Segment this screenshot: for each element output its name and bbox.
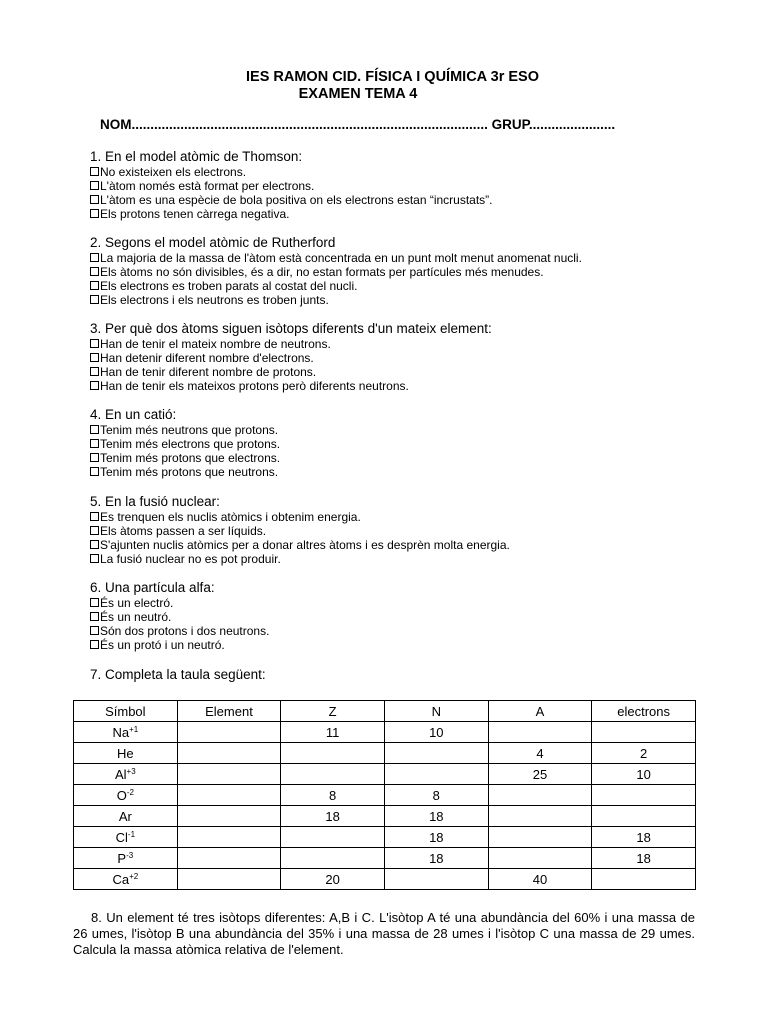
- option-label: Els electrons i els neutrons es troben junts.: [100, 293, 329, 307]
- cell-element[interactable]: [177, 722, 281, 743]
- cell-z[interactable]: [281, 848, 385, 869]
- atom-table: [73, 700, 696, 890]
- checkbox-icon[interactable]: [90, 167, 99, 176]
- charge-superscript: -1: [127, 829, 136, 839]
- question-8: 8. Un element té tres isòtops diferentes: A,B i C. L'isòtop A té una abundància del 60% i una massa de 26 umes, l'isòtop B una abundància del 35% i una massa de 28 umes i l'isòtop C una massa de 29 umes. Calcula la massa atòmica relativa de l'element.: [73, 910, 695, 957]
- checkbox-icon[interactable]: [90, 367, 99, 376]
- option-label: Es trenquen els nuclis atòmics i obtenim energia.: [100, 510, 361, 524]
- option-label: És un electró.: [100, 596, 174, 610]
- option[interactable]: [90, 251, 730, 265]
- checkbox-icon[interactable]: [90, 209, 99, 218]
- checkbox-icon[interactable]: [90, 526, 99, 535]
- cell-symbol: [74, 764, 178, 785]
- option[interactable]: [90, 596, 730, 610]
- cell-symbol: [74, 785, 178, 806]
- option[interactable]: [90, 610, 730, 624]
- cell-n[interactable]: 18: [384, 848, 488, 869]
- option[interactable]: [90, 179, 730, 193]
- symbol-text: Ar: [118, 808, 132, 824]
- column-header: Element: [177, 701, 281, 722]
- option[interactable]: [90, 538, 730, 552]
- symbol-text: He: [117, 745, 134, 761]
- cell-a[interactable]: 25: [488, 764, 592, 785]
- cell-electrons[interactable]: [592, 785, 696, 806]
- option-label: Els electrons es troben parats al costat del nucli.: [100, 279, 358, 293]
- option-label: La fusió nuclear no es pot produir.: [100, 552, 281, 566]
- column-header: Z: [281, 701, 385, 722]
- cell-element[interactable]: [177, 743, 281, 764]
- question-1: [90, 149, 730, 221]
- checkbox-icon[interactable]: [90, 626, 99, 635]
- option-label: S'ajunten nuclis atòmics per a donar altres àtoms i es desprèn molta energia.: [100, 538, 510, 552]
- checkbox-icon[interactable]: [90, 540, 99, 549]
- option-label: Tenim més electrons que protons.: [100, 437, 281, 451]
- exam-subtitle: EXAMEN TEMA 4: [298, 86, 418, 102]
- cell-element[interactable]: [177, 806, 281, 827]
- cell-a[interactable]: 40: [488, 869, 592, 890]
- option[interactable]: [90, 365, 730, 379]
- symbol-text: Cl: [115, 829, 128, 845]
- option-label: Els àtoms passen a ser líquids.: [100, 524, 267, 538]
- option-label: Tenim més neutrons que protons.: [100, 423, 279, 437]
- option[interactable]: [90, 423, 730, 437]
- table-row: [74, 743, 696, 764]
- checkbox-icon[interactable]: [90, 381, 99, 390]
- question-3: [90, 321, 730, 393]
- checkbox-icon[interactable]: [90, 512, 99, 521]
- checkbox-icon[interactable]: [90, 612, 99, 621]
- table-row: [74, 848, 696, 869]
- cell-a[interactable]: 4: [488, 743, 592, 764]
- column-header: Símbol: [74, 701, 178, 722]
- cell-symbol: [74, 869, 178, 890]
- option-label: Han de tenir els mateixos protons però diferents neutrons.: [100, 379, 409, 393]
- cell-n[interactable]: [384, 764, 488, 785]
- cell-z[interactable]: [281, 743, 385, 764]
- question-2: [90, 235, 730, 307]
- question-prompt: 2. Segons el model atòmic de Rutherford: [90, 235, 336, 250]
- question-prompt: 5. En la fusió nuclear:: [90, 494, 220, 509]
- checkbox-icon[interactable]: [90, 267, 99, 276]
- option-label: Tenim més protons que neutrons.: [100, 465, 279, 479]
- checkbox-icon[interactable]: [90, 640, 99, 649]
- cell-element[interactable]: [177, 848, 281, 869]
- charge-superscript: +2: [129, 871, 139, 881]
- option[interactable]: [90, 379, 730, 393]
- cell-electrons[interactable]: 18: [592, 848, 696, 869]
- checkbox-icon[interactable]: [90, 339, 99, 348]
- cell-element[interactable]: [177, 785, 281, 806]
- question-5: [90, 494, 730, 566]
- column-header: electrons: [592, 701, 696, 722]
- option[interactable]: [90, 524, 730, 538]
- cell-symbol: [74, 743, 178, 764]
- symbol-text: Al: [114, 766, 127, 782]
- cell-a[interactable]: [488, 848, 592, 869]
- option[interactable]: [90, 624, 730, 638]
- option-label: Han detenir diferent nombre d'electrons.: [100, 351, 314, 365]
- cell-element[interactable]: [177, 869, 281, 890]
- option[interactable]: [90, 638, 730, 652]
- cell-a[interactable]: [488, 785, 592, 806]
- symbol-text: P: [117, 850, 127, 866]
- cell-electrons[interactable]: [592, 722, 696, 743]
- charge-superscript: +3: [126, 766, 136, 776]
- column-header: N: [384, 701, 488, 722]
- cell-n[interactable]: 10: [384, 722, 488, 743]
- question-prompt: 6. Una partícula alfa:: [90, 580, 215, 595]
- table-row: [74, 806, 696, 827]
- charge-superscript: +1: [129, 724, 139, 734]
- option-label: Els àtoms no són divisibles, és a dir, no estan formats per partícules més menudes.: [100, 265, 544, 279]
- cell-electrons[interactable]: 18: [592, 827, 696, 848]
- question-7: [90, 667, 730, 683]
- option-label: Han de tenir el mateix nombre de neutrons.: [100, 337, 331, 351]
- question-prompt: 3. Per què dos àtoms siguen isòtops diferents d'un mateix element:: [90, 321, 492, 336]
- column-header: A: [488, 701, 592, 722]
- option[interactable]: [90, 437, 730, 451]
- table-header-row: [74, 701, 696, 722]
- cell-symbol: [74, 722, 178, 743]
- option[interactable]: [90, 451, 730, 465]
- cell-n[interactable]: 18: [384, 806, 488, 827]
- cell-electrons[interactable]: [592, 806, 696, 827]
- option-label: No existeixen els electrons.: [100, 165, 247, 179]
- option-label: És un protó i un neutró.: [100, 638, 225, 652]
- cell-symbol: [74, 848, 178, 869]
- option-label: L'àtom només està format per electrons.: [100, 179, 315, 193]
- option[interactable]: [90, 165, 730, 179]
- cell-z[interactable]: 20: [281, 869, 385, 890]
- checkbox-icon[interactable]: [90, 281, 99, 290]
- option-label: És un neutró.: [100, 610, 172, 624]
- option[interactable]: [90, 351, 730, 365]
- cell-z[interactable]: 18: [281, 806, 385, 827]
- cell-element[interactable]: [177, 764, 281, 785]
- option[interactable]: [90, 293, 730, 307]
- checkbox-icon[interactable]: [90, 598, 99, 607]
- checkbox-icon[interactable]: [90, 425, 99, 434]
- question-prompt: 7. Completa la taula següent:: [90, 667, 266, 682]
- cell-z[interactable]: 8: [281, 785, 385, 806]
- option-label: Tenim més protons que electrons.: [100, 451, 281, 465]
- checkbox-icon[interactable]: [90, 467, 99, 476]
- name-group-line: NOM............................................................................................... GRUP.......................: [100, 117, 616, 132]
- checkbox-icon[interactable]: [90, 253, 99, 262]
- table-row: [74, 722, 696, 743]
- option[interactable]: [90, 337, 730, 351]
- cell-electrons[interactable]: 2: [592, 743, 696, 764]
- charge-superscript: -2: [126, 787, 134, 797]
- option[interactable]: [90, 279, 730, 293]
- option-label: La majoria de la massa de l'àtom està concentrada en un punt molt menut anomenat nucli.: [100, 251, 582, 265]
- option[interactable]: [90, 207, 730, 221]
- checkbox-icon[interactable]: [90, 554, 99, 563]
- option-label: Han de tenir diferent nombre de protons.: [100, 365, 317, 379]
- option-label: L'àtom es una espècie de bola positiva on els electrons estan “incrustats”.: [100, 193, 493, 207]
- option[interactable]: [90, 193, 730, 207]
- checkbox-icon[interactable]: [90, 439, 99, 448]
- checkbox-icon[interactable]: [90, 195, 99, 204]
- cell-n[interactable]: [384, 743, 488, 764]
- question-prompt: 1. En el model atòmic de Thomson:: [90, 149, 303, 164]
- table-row: [74, 785, 696, 806]
- table-row: [74, 764, 696, 785]
- cell-a[interactable]: [488, 722, 592, 743]
- cell-a[interactable]: [488, 806, 592, 827]
- cell-n[interactable]: 18: [384, 827, 488, 848]
- option-label: Són dos protons i dos neutrons.: [100, 624, 270, 638]
- checkbox-icon[interactable]: [90, 295, 99, 304]
- cell-symbol: [74, 827, 178, 848]
- cell-element[interactable]: [177, 827, 281, 848]
- option[interactable]: [90, 265, 730, 279]
- option[interactable]: [90, 465, 730, 479]
- option[interactable]: [90, 510, 730, 524]
- cell-electrons[interactable]: 10: [592, 764, 696, 785]
- symbol-text: Ca: [112, 871, 130, 887]
- cell-z[interactable]: [281, 827, 385, 848]
- cell-symbol: [74, 806, 178, 827]
- checkbox-icon[interactable]: [90, 453, 99, 462]
- exam-title: IES RAMON CID. FÍSICA I QUÍMICA 3r ESO: [246, 69, 539, 85]
- cell-a[interactable]: [488, 827, 592, 848]
- table-row: [74, 869, 696, 890]
- cell-electrons[interactable]: [592, 869, 696, 890]
- checkbox-icon[interactable]: [90, 353, 99, 362]
- cell-n[interactable]: [384, 869, 488, 890]
- cell-z[interactable]: [281, 764, 385, 785]
- question-4: [90, 407, 730, 479]
- cell-n[interactable]: 8: [384, 785, 488, 806]
- charge-superscript: -3: [126, 850, 134, 860]
- option[interactable]: [90, 552, 730, 566]
- checkbox-icon[interactable]: [90, 181, 99, 190]
- question-6: [90, 580, 730, 652]
- symbol-text: O: [116, 787, 127, 803]
- cell-z[interactable]: 11: [281, 722, 385, 743]
- question-prompt: 4. En un catió:: [90, 407, 177, 422]
- option-label: Els protons tenen càrrega negativa.: [100, 207, 290, 221]
- symbol-text: Na: [112, 724, 130, 740]
- table-row: [74, 827, 696, 848]
